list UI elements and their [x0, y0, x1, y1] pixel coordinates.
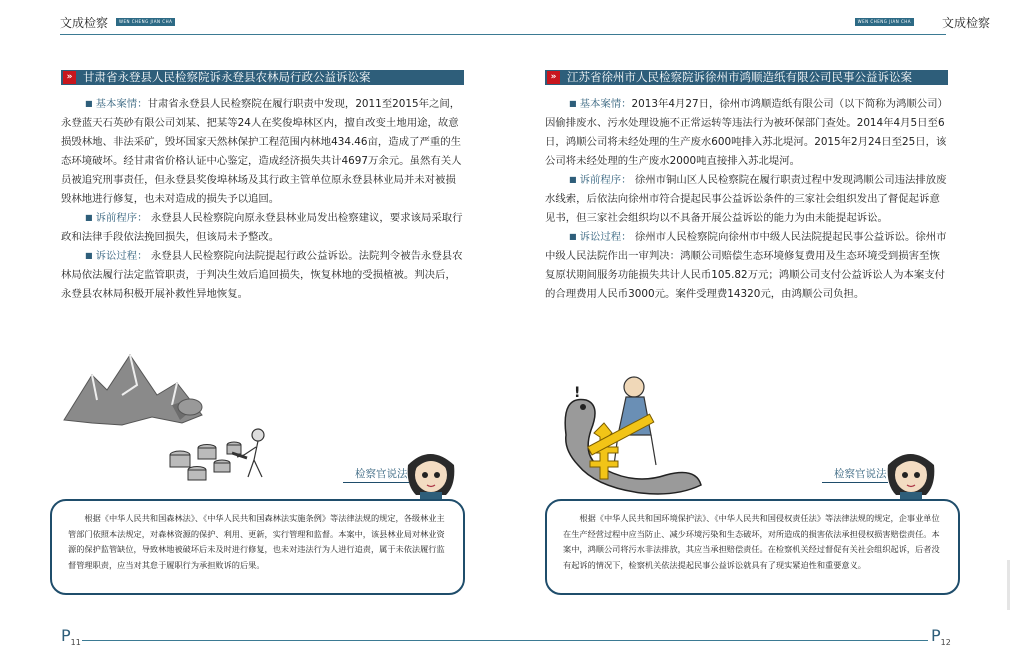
page-number-value: 11	[70, 638, 81, 647]
square-bullet-icon: ■	[569, 99, 577, 108]
square-bullet-icon: ■	[569, 232, 577, 241]
speaker-label: 检察官说法	[355, 468, 408, 480]
case-title	[61, 70, 464, 85]
label-underline	[822, 482, 888, 483]
prosecutor-avatar-icon	[882, 445, 940, 501]
brand-tag: WEN CHENG JIAN CHA	[116, 18, 175, 26]
magazine-title: 文成检察	[941, 16, 990, 30]
facts-line-1: 2013年4月27日，徐州市鸿顺造纸有限公司（以下简称为鸿	[631, 98, 907, 110]
right-case-column	[545, 70, 948, 304]
facts-paragraph	[545, 95, 948, 171]
pre-litigation-paragraph	[545, 171, 948, 228]
pre-litigation-text: 永登县人民检察院向原永登县林业局发出检察建议，要求该局采取行政和法律手段依法挽回损失，但该局未予整改。	[61, 212, 463, 243]
facts-label: 基本案情：	[579, 98, 632, 110]
litigation-label: 诉讼过程：	[579, 231, 632, 243]
litigation-paragraph	[545, 228, 948, 304]
pollution-snake-illustration	[556, 375, 706, 500]
page-fold-edge	[1007, 560, 1010, 610]
magazine-title: 文成检察	[60, 16, 109, 30]
pre-litigation-paragraph	[61, 209, 464, 247]
square-bullet-icon: ■	[85, 213, 93, 222]
litigation-paragraph	[61, 247, 464, 304]
label-underline	[343, 482, 409, 483]
footer-divider	[82, 640, 928, 641]
square-bullet-icon: ■	[85, 251, 93, 260]
right-page-header	[520, 0, 990, 34]
case-title-text: 江苏省徐州市人民检察院诉徐州市鸿顺造纸有限公司民事公益诉讼案	[567, 70, 912, 84]
speaker-label: 检察官说法	[834, 468, 887, 480]
page-number-value: 12	[940, 638, 951, 647]
square-bullet-icon: ■	[569, 175, 577, 184]
left-case-column	[61, 70, 464, 304]
commentary-text: 根据《中华人民共和国环境保护法》、《中华人民共和国侵权责任法》等法律法规的规定，企事业单位在生产经营过程中应当防止、减少环境污染和生态破坏，对所造成的损害依法承担侵权损害赔偿责任。本案中，鸿顺公司将污水非法排放，其应当承担赔偿责任。在检察机关经过督促有关社会组织起诉，后者没有起诉的情况下，检察机关依法提起民事公益诉讼就具有了现实紧迫性和重要意义。	[563, 513, 940, 570]
deforestation-illustration	[62, 345, 282, 490]
litigation-text: 徐州市人民检察院向徐州市中级人民法院提起民事公益诉讼。徐州市中级人民法院作出一审判决：鸿顺公司赔偿生态环境修复费用及生态环境受到损害至恢复原状期间服务功能损失共计人民币105.82万元；鸿顺公司支付公益诉讼人为本案支付的合理费用人民币3000元。案件受理费14320元，由鸿顺公司负担。	[545, 231, 947, 300]
litigation-label: 诉讼过程：	[95, 250, 148, 262]
svg-text:!: !	[574, 385, 581, 401]
brand-tag: WEN CHENG JIAN CHA	[855, 18, 914, 26]
header-divider	[60, 34, 530, 35]
facts-paragraph	[61, 95, 464, 209]
double-chevron-icon: »	[547, 71, 560, 84]
pre-litigation-label: 诉前程序：	[95, 212, 148, 224]
facts-text: 之间，永登蓝天石英砂有限公司刘某、把某等24人在奖俊埠林区内，擅自改变土地用途，故意损毁林地、非法采矿，毁坏国家天然林保护工程范围内林地434.46亩，造成了严重的生态环境破坏。经甘肃省价格认证中心鉴定，造成经济损失共计4697万余元。虽然有关人员被追究刑事责任，但永登县奖俊埠林场及其行政主管单位原永登县林业局并未对被损毁林地进行修复，也未对造成的损失予以追回。	[61, 98, 462, 205]
header-divider	[520, 34, 946, 35]
case-title-text: 甘肃省永登县人民检察院诉永登县农林局行政公益诉讼案	[83, 70, 371, 84]
litigation-text: 永登县人民检察院向法院提起行政公益诉讼。法院判令被告永登县农林局依法履行法定监管职责，于判决生效后追回损失，恢复林地的受损植被。判决后，永登县农林局积极开展补救性异地恢复。	[61, 250, 463, 300]
page-number-left: $P_{11}$	[61, 626, 81, 647]
page-number-right: $P_{12}$	[931, 626, 951, 647]
pre-litigation-text: 徐州市铜山区人民检察院在履行职责过程中发现鸿顺公司违法排放废水线索，后依法向徐州市符合提起民事公益诉讼条件的三家社会组织发出了督促起诉意见书，但三家社会组织均以不具备开展公益诉讼的能力为由未能提起诉讼。	[545, 174, 947, 224]
commentary-text: 根据《中华人民共和国森林法》、《中华人民共和国森林法实施条例》等法律法规的规定，各级林业主管部门依照本法规定，对森林资源的保护、利用、更新，实行管理和监督。本案中，该县林业局对林业资源的保护监管缺位，导致林地被破坏后未及时进行修复，也未对违法行为人进行追责，属于未依法履行监督管理职责，应当对其怠于履职行为承担败诉的后果。	[68, 513, 445, 570]
double-chevron-icon: »	[63, 71, 76, 84]
left-page-header	[60, 0, 530, 34]
case-title	[545, 70, 948, 85]
square-bullet-icon: ■	[85, 99, 93, 108]
prosecutor-avatar-icon	[402, 445, 460, 501]
pre-litigation-label: 诉前程序：	[579, 174, 632, 186]
facts-line-1: 甘肃省永登县人民检察院在履行职责中发现，2011至2015年	[147, 98, 429, 110]
facts-text: 顺公司）因偷排废水、污水处理设施不正常运转等违法行为被环保部门查处。2014年4月5日至6日，鸿顺公司将未经处理的生产废水600吨排入苏北堤河。2015年2月24日至25日，该公司将未经处理的生产废水2000吨直接排入苏北堤河。	[545, 98, 948, 167]
facts-label: 基本案情：	[95, 98, 148, 110]
